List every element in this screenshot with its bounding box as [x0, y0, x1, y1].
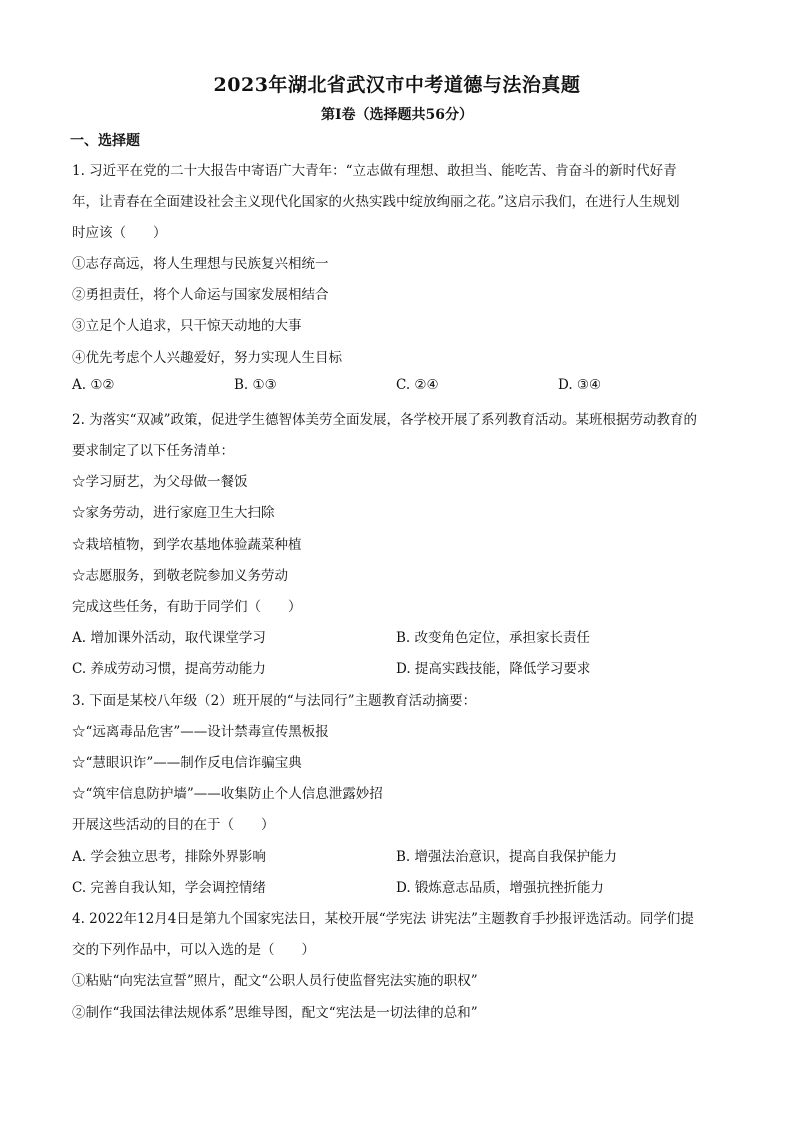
q3-option-c: C. 完善自我认知，学会调控情绪 — [72, 880, 266, 896]
q1-option-d: D. ③④ — [558, 377, 602, 393]
q1-option-b: B. ①③ — [234, 377, 277, 393]
q2-option-d: D. 提高实践技能，降低学习要求 — [396, 661, 591, 677]
exam-title: 2023年湖北省武汉市中考道德与法治真题 — [213, 74, 581, 96]
q2-stem-line-2: 要求制定了以下任务清单： — [72, 443, 234, 459]
q2-option-b: B. 改变角色定位，承担家长责任 — [396, 630, 591, 646]
q1-stem-line-2: 年，让青春在全面建设社会主义现代化国家的火热实践中绽放绚丽之花。”这启示我们，在进行人生规划 — [72, 194, 680, 210]
q3-activity-2: ☆“慧眼识诈”——制作反电信诈骗宝典 — [72, 755, 302, 771]
q3-activity-1: ☆“远离毒品危害”——设计禁毒宣传黑板报 — [72, 724, 329, 740]
q2-task-2: ☆家务劳动，进行家庭卫生大扫除 — [72, 505, 275, 521]
q3-option-a: A. 学会独立思考，排除外界影响 — [72, 849, 266, 865]
q2-task-3: ☆栽培植物，到学农基地体验蔬菜种植 — [72, 537, 302, 553]
exam-subtitle: 第Ⅰ卷（选择题共56分） — [320, 107, 474, 123]
q1-stem-line-3: 时应该（ ） — [72, 225, 167, 241]
q2-option-a: A. 增加课外活动，取代课堂学习 — [72, 630, 266, 646]
section-heading: 一、选择题 — [70, 133, 140, 149]
q3-option-d: D. 锻炼意志品质，增强抗挫折能力 — [396, 880, 604, 896]
q2-option-c: C. 养成劳动习惯，提高劳动能力 — [72, 661, 266, 677]
q4-statement-1: ①粘贴“向宪法宣誓”照片，配文“公职人员行使监督宪法实施的职权” — [72, 973, 478, 989]
q1-option-c: C. ②④ — [396, 377, 439, 393]
q4-stem-line-1: 4. 2022年12月4日是第九个国家宪法日，某校开展“学宪法 讲宪法”主题教育手抄报评选活动。同学们提 — [72, 911, 694, 927]
q1-option-a: A. ①② — [72, 377, 115, 393]
q4-statement-2: ②制作“我国法律法规体系”思维导图，配文“宪法是一切法律的总和” — [72, 1005, 478, 1021]
q3-activity-3: ☆“筑牢信息防护墙”——收集防止个人信息泄露妙招 — [72, 786, 383, 802]
q2-task-1: ☆学习厨艺，为父母做一餐饭 — [72, 474, 248, 490]
q1-stem-line-1: 1. 习近平在党的二十大报告中寄语广大青年：“立志做有理想、敢担当、能吃苦、肯奋斗的新时代好青 — [72, 163, 677, 179]
q1-statement-1: ①志存高远，将人生理想与民族复兴相统一 — [72, 256, 329, 272]
q2-stem-line-1: 2. 为落实“双减”政策，促进学生德智体美劳全面发展，各学校开展了系列教育活动。某班根据劳动教育的 — [72, 412, 697, 428]
q2-question: 完成这些任务，有助于同学们（ ） — [72, 599, 302, 615]
q4-stem-line-2: 交的下列作品中，可以入选的是（ ） — [72, 942, 315, 958]
q1-statement-2: ②勇担责任，将个人命运与国家发展相结合 — [72, 287, 329, 303]
q1-statement-4: ④优先考虑个人兴趣爱好，努力实现人生目标 — [72, 350, 342, 366]
q2-task-4: ☆志愿服务，到敬老院参加义务劳动 — [72, 568, 288, 584]
q3-stem-line-1: 3. 下面是某校八年级（2）班开展的“与法同行”主题教育活动摘要： — [72, 693, 477, 709]
q3-question: 开展这些活动的目的在于（ ） — [72, 817, 275, 833]
q1-statement-3: ③立足个人追求，只干惊天动地的大事 — [72, 318, 302, 334]
q3-option-b: B. 增强法治意识，提高自我保护能力 — [396, 849, 618, 865]
